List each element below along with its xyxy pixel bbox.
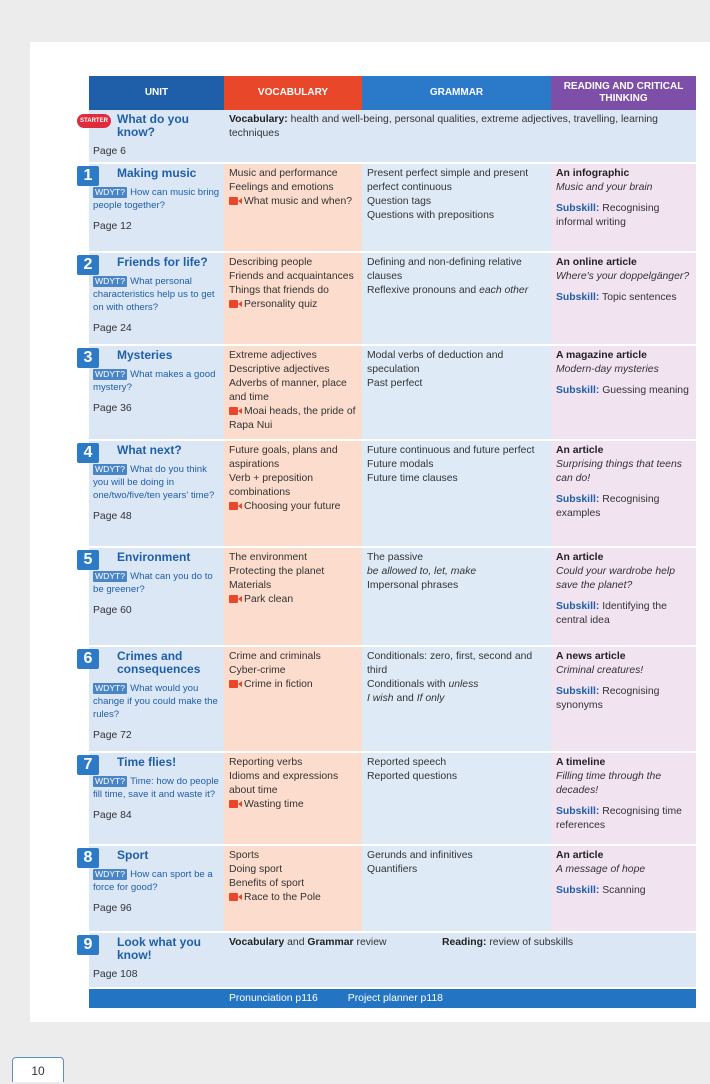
review-end: review — [353, 937, 387, 948]
vocab-item: Reporting verbs — [229, 757, 303, 768]
header-unit: UNIT — [89, 76, 224, 110]
reading-cell — [551, 164, 696, 251]
grammar-cell — [362, 441, 551, 546]
reading-cell — [551, 753, 696, 844]
subskill-label: Subskill: — [556, 203, 600, 214]
unit-question — [93, 682, 220, 721]
grammar-item: Conditionals: zero, first, second and third — [367, 651, 533, 676]
review-title: Look what you know! — [117, 935, 201, 962]
vocab-cell — [224, 753, 362, 844]
header-grammar: GRAMMAR — [362, 76, 551, 110]
unit-page: Page 96 — [93, 903, 132, 914]
unit-cell — [83, 253, 224, 344]
unit-title: Friends for life? — [117, 255, 208, 269]
subskill-label: Subskill: — [556, 885, 600, 896]
grammar-item: Modal verbs of deduction and speculation — [367, 350, 504, 375]
wdyt-badge: WDYT? — [95, 776, 126, 786]
reading-title: A message of hope — [556, 864, 646, 875]
unit-row — [83, 844, 696, 931]
video-label: Choosing your future — [244, 501, 341, 512]
unit-page: Page 24 — [93, 323, 132, 334]
vocab-cell — [224, 647, 362, 751]
grammar-item: Defining and non-defining relative clauses — [367, 257, 522, 282]
unit-page: Page 36 — [93, 403, 132, 414]
subskill — [556, 884, 692, 898]
reading-type: A timeline — [556, 757, 606, 768]
grammar-text: Reflexive pronouns and — [367, 285, 480, 296]
unit-row — [83, 751, 696, 844]
unit-row — [83, 546, 696, 645]
unit-question-text: How can sport be a force for good? — [93, 869, 213, 893]
starter-vocab-label: Vocabulary: — [229, 114, 288, 125]
unit-row — [83, 251, 696, 344]
unit-question — [93, 368, 220, 394]
video-camera-icon — [229, 595, 242, 603]
video-item — [229, 593, 358, 607]
grammar-item: Quantifiers — [367, 864, 418, 875]
unit-title: Time flies! — [117, 755, 177, 769]
unit-page: Page 60 — [93, 605, 132, 616]
unit-title: Sport — [117, 848, 149, 862]
unit-title: Environment — [117, 550, 191, 564]
unit-number-badge: 1 — [77, 166, 99, 186]
reading-type: An article — [556, 445, 604, 456]
vocab-cell — [224, 441, 362, 546]
unit-cell — [83, 647, 224, 751]
reading-cell — [551, 346, 696, 439]
video-item — [229, 195, 358, 209]
vocab-item: Music and performance — [229, 168, 338, 179]
subskill-text: Guessing meaning — [602, 385, 689, 396]
reading-type: An article — [556, 850, 604, 861]
review-and: and — [284, 937, 308, 948]
unit-question — [93, 275, 220, 314]
grammar-cell — [362, 846, 551, 931]
grammar-cell — [362, 253, 551, 344]
grammar-item: Future continuous and future perfect — [367, 445, 535, 456]
unit-question-text: What do you think you will be doing in one/two/five/ten years' time? — [93, 464, 215, 501]
video-item — [229, 678, 358, 692]
vocab-item: Feelings and emotions — [229, 182, 334, 193]
reading-type: An infographic — [556, 168, 630, 179]
vocab-item: Future goals, plans and aspirations — [229, 445, 338, 470]
video-label: Crime in fiction — [244, 679, 313, 690]
grammar-item: Questions with prepositions — [367, 210, 495, 221]
grammar-item — [367, 678, 547, 692]
wdyt-badge: WDYT? — [95, 276, 126, 286]
reading-title: Filling time through the decades! — [556, 771, 662, 796]
page-number: 10 — [12, 1057, 64, 1082]
starter-unit-cell — [80, 110, 224, 162]
video-camera-icon — [229, 800, 242, 808]
unit-number-badge: 4 — [77, 443, 99, 463]
vocab-item: Crime and criminals — [229, 651, 321, 662]
reading-cell — [551, 647, 696, 751]
review-grammar-word: Grammar — [307, 937, 354, 948]
video-camera-icon — [229, 680, 242, 688]
reading-type: An article — [556, 552, 604, 563]
subskill-text: Recognising examples — [556, 494, 660, 519]
unit-page: Page 48 — [93, 511, 132, 522]
subskill-text: Recognising informal writing — [556, 203, 660, 228]
unit-question-text: How can music bring people together? — [93, 187, 220, 211]
subskill-label: Subskill: — [556, 292, 600, 303]
unit-cell — [83, 441, 224, 546]
subskill-text: Topic sentences — [602, 292, 677, 303]
video-label: Moai heads, the pride of Rapa Nui — [229, 406, 356, 431]
grammar-cell — [362, 164, 551, 251]
vocab-item: Protecting the planet — [229, 566, 325, 577]
grammar-italic: If only — [416, 693, 445, 704]
video-label: Park clean — [244, 594, 294, 605]
video-label: What music and when? — [244, 196, 353, 207]
review-unit-cell — [83, 933, 224, 987]
unit-page: Page 72 — [93, 730, 132, 741]
grammar-item: be allowed to, let, make — [367, 566, 477, 577]
unit-cell — [83, 164, 224, 251]
unit-row — [83, 645, 696, 751]
subskill — [556, 384, 692, 398]
video-item — [229, 298, 358, 312]
unit-question-text: What would you change if you could make the rules? — [93, 683, 218, 720]
unit-row — [83, 344, 696, 439]
unit-cell — [83, 548, 224, 645]
unit-number-badge: 3 — [77, 348, 99, 368]
grammar-item: The passive — [367, 552, 424, 563]
vocab-cell — [224, 253, 362, 344]
unit-row — [83, 439, 696, 546]
vocab-item: The environment — [229, 552, 307, 563]
unit-question-text: What personal characteristics help us to get on with others? — [93, 276, 215, 313]
grammar-item: Present perfect simple and present perfect continuous — [367, 168, 529, 193]
subskill-text: Identifying the central idea — [556, 601, 667, 626]
review-row — [83, 931, 696, 987]
wdyt-badge: WDYT? — [95, 869, 126, 879]
reading-title: Music and your brain — [556, 182, 653, 193]
unit-title: What next? — [117, 443, 182, 457]
vocab-cell — [224, 164, 362, 251]
subskill-label: Subskill: — [556, 806, 600, 817]
subskill-text: Recognising synonyms — [556, 686, 660, 711]
unit-page: Page 84 — [93, 810, 132, 821]
review-page: Page 108 — [93, 969, 138, 980]
grammar-item — [367, 692, 547, 706]
grammar-item: Reported speech — [367, 757, 447, 768]
footer-bar — [89, 989, 696, 1008]
reading-cell — [551, 548, 696, 645]
video-item — [229, 500, 358, 514]
grammar-italic: unless — [448, 679, 479, 690]
grammar-italic: I wish — [367, 693, 394, 704]
review-reading-cell — [437, 933, 696, 987]
reading-cell — [551, 846, 696, 931]
unit-question-text: What can you do to be greener? — [93, 571, 213, 595]
subskill — [556, 291, 692, 305]
reading-type: A news article — [556, 651, 626, 662]
grammar-text: Conditionals with — [367, 679, 449, 690]
video-camera-icon — [229, 300, 242, 308]
starter-row — [80, 110, 696, 162]
subskill-label: Subskill: — [556, 494, 600, 505]
wdyt-badge: WDYT? — [95, 683, 126, 693]
grammar-item: Gerunds and infinitives — [367, 850, 473, 861]
unit-number-badge: 5 — [77, 550, 99, 570]
grammar-cell — [362, 753, 551, 844]
vocab-item: Extreme adjectives — [229, 350, 317, 361]
video-item — [229, 798, 358, 812]
unit-page: Page 12 — [93, 221, 132, 232]
header-vocabulary: VOCABULARY — [224, 76, 362, 110]
video-label: Race to the Pole — [244, 892, 321, 903]
subskill-label: Subskill: — [556, 601, 600, 612]
reading-cell — [551, 253, 696, 344]
footer-pronunciation: Pronunciation p116 — [229, 993, 318, 1004]
wdyt-badge: WDYT? — [95, 187, 126, 197]
vocab-item: Sports — [229, 850, 260, 861]
vocab-item: Doing sport — [229, 864, 283, 875]
review-reading-label: Reading: — [442, 937, 487, 948]
grammar-cell — [362, 346, 551, 439]
grammar-item: Impersonal phrases — [367, 580, 459, 591]
video-camera-icon — [229, 407, 242, 415]
grammar-item: Reported questions — [367, 771, 458, 782]
unit-cell — [83, 753, 224, 844]
unit-title: Crimes and consequences — [117, 649, 201, 676]
review-vocab-word: Vocabulary — [229, 937, 285, 948]
unit-question-text: Time: how do people fill time, save it and waste it? — [93, 776, 219, 800]
header-reading: READING AND CRITICAL THINKING — [551, 76, 696, 110]
unit-cell — [83, 846, 224, 931]
video-camera-icon — [229, 893, 242, 901]
grammar-item: Past perfect — [367, 378, 423, 389]
vocab-item: Cyber-crime — [229, 665, 286, 676]
video-label: Wasting time — [244, 799, 304, 810]
wdyt-badge: WDYT? — [95, 571, 126, 581]
unit-number-badge: 8 — [77, 848, 99, 868]
unit-title: Making music — [117, 166, 197, 180]
video-camera-icon — [229, 502, 242, 510]
footer-project: Project planner p118 — [347, 993, 443, 1004]
unit-row — [83, 162, 696, 251]
grammar-cell — [362, 647, 551, 751]
unit-number-badge: 9 — [77, 935, 99, 955]
video-item — [229, 891, 358, 905]
vocab-cell — [224, 846, 362, 931]
wdyt-badge: WDYT? — [95, 464, 126, 474]
unit-number-badge: 7 — [77, 755, 99, 775]
starter-vocab-text: health and well-being, personal qualities, extreme adjectives, travelling, learning techniques — [229, 114, 658, 139]
reading-title: Where's your doppelgänger? — [556, 271, 690, 282]
video-label: Personality quiz — [244, 299, 318, 310]
unit-number-badge: 6 — [77, 649, 99, 669]
video-camera-icon — [229, 197, 242, 205]
subskill-text: Scanning — [602, 885, 646, 896]
grammar-item: Future time clauses — [367, 473, 458, 484]
starter-vocab-cell — [224, 110, 696, 162]
vocab-item: Things that friends do — [229, 285, 329, 296]
starter-badge: STARTER — [77, 114, 111, 128]
contents-table — [80, 76, 696, 1008]
unit-number-badge: 2 — [77, 255, 99, 275]
unit-title: Mysteries — [117, 348, 173, 362]
wdyt-badge: WDYT? — [95, 369, 126, 379]
unit-question-text: What makes a good mystery? — [93, 369, 216, 393]
vocab-item: Descriptive adjectives — [229, 364, 330, 375]
starter-title: What do you know? — [117, 112, 189, 139]
grammar-text: and — [393, 693, 417, 704]
reading-type: A magazine article — [556, 350, 647, 361]
review-reading-text: review of subskills — [486, 937, 574, 948]
grammar-item: Future modals — [367, 459, 434, 470]
vocab-item: Verb + preposition combinations — [229, 473, 314, 498]
unit-question — [93, 463, 220, 502]
grammar-item: Question tags — [367, 196, 432, 207]
subskill — [556, 493, 692, 521]
subskill-label: Subskill: — [556, 686, 600, 697]
vocab-cell — [224, 346, 362, 439]
unit-question — [93, 186, 220, 212]
vocab-item: Materials — [229, 580, 272, 591]
vocab-item: Describing people — [229, 257, 313, 268]
table-header — [89, 76, 696, 110]
reading-title: Modern-day mysteries — [556, 364, 659, 375]
unit-question — [93, 775, 220, 801]
review-vg-cell — [224, 933, 437, 987]
reading-title: Surprising things that teens can do! — [556, 459, 682, 484]
unit-question — [93, 868, 220, 894]
grammar-italic: each other — [479, 285, 529, 296]
unit-cell — [83, 346, 224, 439]
reading-title: Could your wardrobe help save the planet? — [556, 566, 675, 591]
grammar-cell — [362, 548, 551, 645]
vocab-item: Benefits of sport — [229, 878, 305, 889]
vocab-item: Adverbs of manner, place and time — [229, 378, 347, 403]
video-item — [229, 405, 358, 433]
subskill — [556, 805, 692, 833]
subskill — [556, 600, 692, 628]
subskill-text: Recognising time references — [556, 806, 682, 831]
reading-type: An online article — [556, 257, 637, 268]
vocab-item: Idioms and expressions about time — [229, 771, 339, 796]
vocab-cell — [224, 548, 362, 645]
subskill-label: Subskill: — [556, 385, 600, 396]
vocab-item: Friends and acquaintances — [229, 271, 354, 282]
subskill — [556, 685, 692, 713]
reading-cell — [551, 441, 696, 546]
unit-question — [93, 570, 220, 596]
reading-title: Criminal creatures! — [556, 665, 644, 676]
subskill — [556, 202, 692, 230]
grammar-item — [367, 284, 547, 298]
starter-page: Page 6 — [93, 146, 126, 157]
